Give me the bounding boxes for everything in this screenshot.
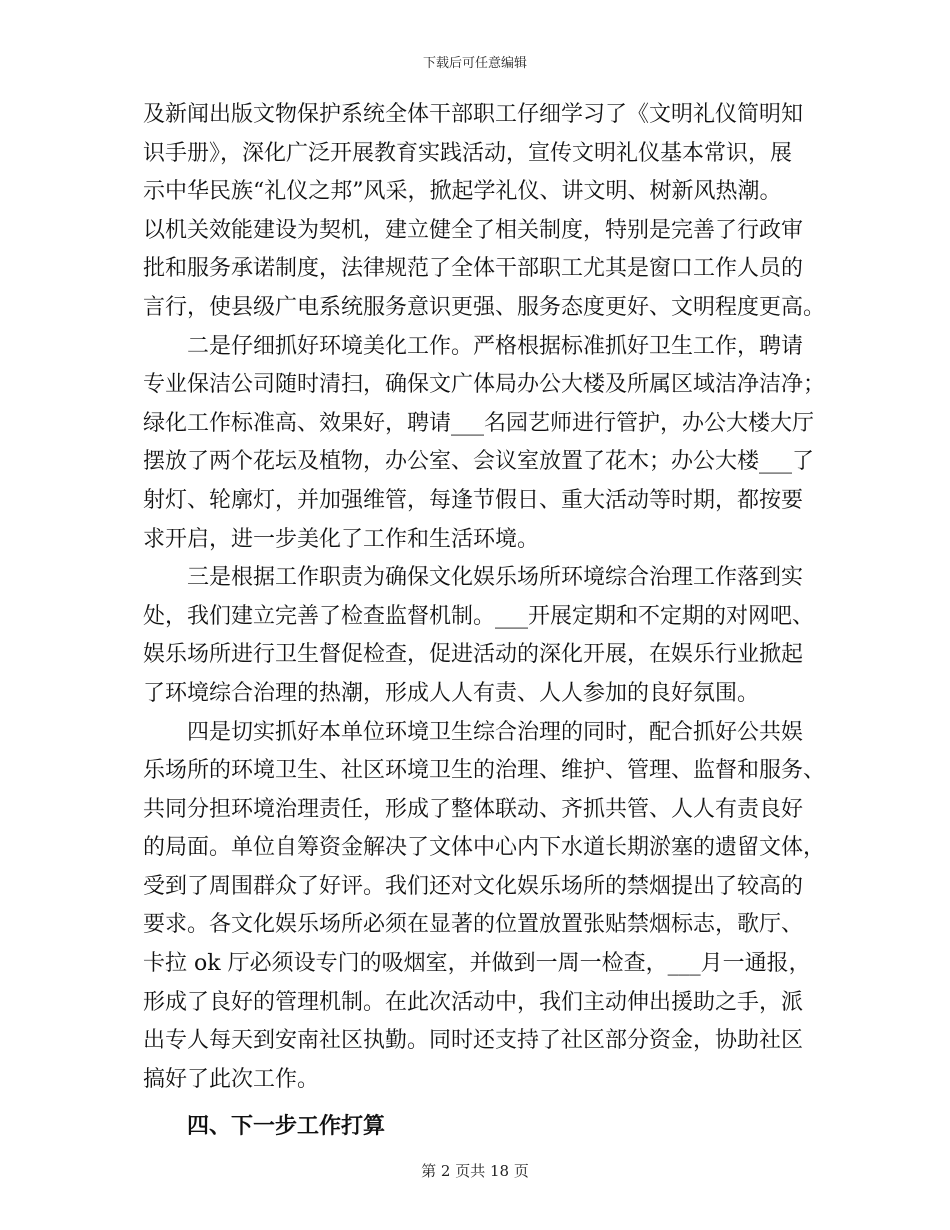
text-line: 的局面。单位自筹资金解决了文体中心内下水道长期淤塞的遗留文体，: [143, 835, 826, 861]
text-line: 了环境综合治理的热潮，形成人人有责、人人参加的良好氛围。: [143, 680, 760, 706]
section-heading: 四、下一步工作打算: [187, 1113, 386, 1140]
text-line: 识手册》，深化广泛开展教育实践活动，宣传文明礼仪基本常识，展: [143, 140, 793, 166]
text-line: 以机关效能建设为契机，建立健全了相关制度，特别是完善了行政审: [143, 217, 804, 243]
text-line: 卡拉 ok 厅必须设专门的吸烟室，并做到一周一检查，___月一通报，: [143, 951, 811, 977]
text-line: 专业保洁公司随时清扫，确保文广体局办公大楼及所属区域洁净洁净；: [143, 372, 826, 398]
text-line: 乐场所的环境卫生、社区环境卫生的治理、维护、管理、监督和服务、: [143, 758, 826, 784]
text-line: 形成了良好的管理机制。在此次活动中，我们主动伸出援助之手，派: [143, 989, 804, 1015]
text-line: 批和服务承诺制度，法律规范了全体干部职工尤其是窗口工作人员的: [143, 256, 804, 282]
text-line: 搞好了此次工作。: [143, 1066, 320, 1092]
text-line: 示中华民族“礼仪之邦”风采，掀起学礼仪、讲文明、树新风热潮。: [143, 179, 782, 205]
text-line: 及新闻出版文物保护系统全体干部职工仔细学习了《文明礼仪简明知: [143, 102, 804, 127]
text-line: 摆放了两个花坛及植物，办公室、会议室放置了花木；办公大楼___了: [143, 449, 815, 475]
paragraph-lines: [143, 96, 826, 1099]
text-line: 受到了周围群众了好评。我们还对文化娱乐场所的禁烟提出了较高的: [143, 873, 804, 899]
page-header-note: 下载后可任意编辑: [422, 56, 527, 71]
text-line: 要求。各文化娱乐场所必须在显著的位置放置张贴禁烟标志，歌厅、: [143, 912, 804, 938]
text-line: 出专人每天到安南社区执勤。同时还支持了社区部分资金，协助社区: [143, 1028, 804, 1054]
text-line: 共同分担环境治理责任，形成了整体联动、齐抓共管、人人有责良好: [143, 796, 804, 822]
text-line: 言行，使县级广电系统服务意识更强、服务态度更好、文明程度更高。: [143, 294, 826, 320]
document-body: [143, 96, 826, 1146]
text-line: 三是根据工作职责为确保文化娱乐场所环境综合治理工作落到实: [187, 565, 804, 591]
text-line: 射灯、轮廓灯，并加强维管，每逢节假日、重大活动等时期，都按要: [143, 487, 804, 513]
page-footer: 第 2 页共 18 页: [421, 1162, 529, 1180]
text-line: 求开启，进一步美化了工作和生活环境。: [143, 526, 540, 552]
text-line: 娱乐场所进行卫生督促检查，促进活动的深化开展，在娱乐行业掀起: [143, 642, 804, 668]
text-line: 绿化工作标准高、效果好，聘请___名园艺师进行管护，办公大楼大厅: [143, 410, 815, 436]
text-line: 二是仔细抓好环境美化工作。严格根据标准抓好卫生工作，聘请: [187, 333, 804, 359]
text-line: 处，我们建立完善了检查监督机制。___开展定期和不定期的对网吧、: [143, 603, 815, 629]
text-line: 四是切实抓好本单位环境卫生综合治理的同时，配合抓好公共娱: [187, 719, 804, 745]
